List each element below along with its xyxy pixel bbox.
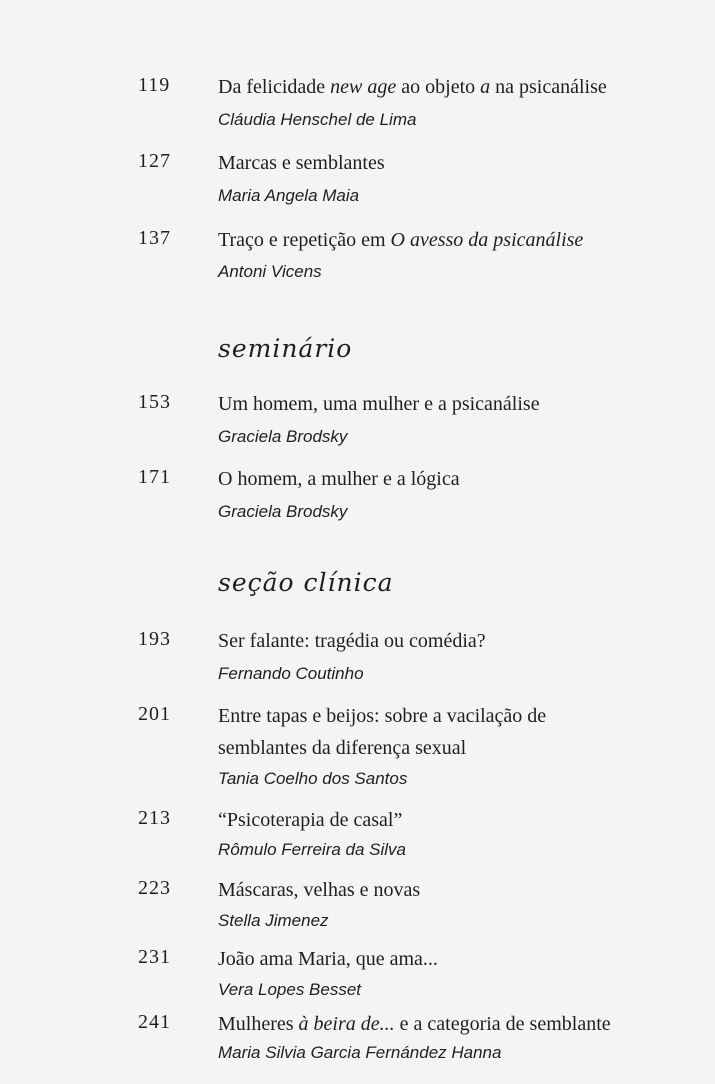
- page-number: 223: [138, 877, 171, 899]
- entry-author: Antoni Vicens: [218, 262, 322, 281]
- title-text: Traço e repetição em: [218, 229, 391, 251]
- section-heading-secao-clinica: seção clínica: [218, 568, 394, 597]
- page-number: 201: [138, 703, 171, 725]
- entry-author: Stella Jimenez: [218, 911, 329, 930]
- entry-title: [218, 1009, 698, 1040]
- entry-title: O homem, a mulher e a lógica: [218, 468, 460, 490]
- title-text: ao objeto: [396, 76, 481, 98]
- page-number: 241: [138, 1011, 171, 1033]
- page-number: 231: [138, 946, 171, 968]
- entry-title: [218, 72, 698, 103]
- entry-title: Um homem, uma mulher e a psicanálise: [218, 393, 540, 415]
- entry-title-line1: Entre tapas e beijos: sobre a vacilação de: [218, 705, 547, 727]
- entry-title: Ser falante: tragédia ou comédia?: [218, 630, 486, 652]
- title-italic: new age: [330, 76, 397, 98]
- title-text: Mulheres: [218, 1013, 299, 1035]
- entry-title-line2: semblantes da diferença sexual: [218, 737, 467, 759]
- page-number: 137: [138, 227, 171, 249]
- title-text: Da felicidade: [218, 76, 331, 98]
- entry-title: Marcas e semblantes: [218, 152, 385, 174]
- entry-author: Maria Angela Maia: [218, 186, 360, 205]
- page-number: 193: [138, 628, 171, 650]
- title-text: na psicanálise: [490, 76, 607, 98]
- entry-author: Graciela Brodsky: [218, 427, 348, 446]
- entry-author: Fernando Coutinho: [218, 664, 364, 683]
- entry-author: Cláudia Henschel de Lima: [218, 110, 417, 129]
- page-number: 127: [138, 150, 171, 172]
- page-number: 119: [138, 74, 171, 96]
- title-text: e a categoria de semblante: [394, 1013, 611, 1035]
- entry-title: [218, 225, 698, 256]
- page-number: 213: [138, 807, 171, 829]
- page-number: 171: [138, 466, 171, 488]
- entry-author: Tania Coelho dos Santos: [218, 769, 408, 788]
- entry-author: Rômulo Ferreira da Silva: [218, 840, 407, 859]
- entry-title: João ama Maria, que ama...: [218, 948, 438, 970]
- entry-author: Vera Lopes Besset: [218, 980, 362, 999]
- title-italic: O avesso da psicanálise: [390, 229, 584, 251]
- title-italic: a: [480, 76, 491, 98]
- entry-title: Máscaras, velhas e novas: [218, 879, 421, 901]
- title-italic: à beira de...: [298, 1013, 395, 1035]
- page-number: 153: [138, 391, 171, 413]
- entry-author: Maria Silvia Garcia Fernández Hanna: [218, 1043, 502, 1062]
- section-heading-seminario: seminário: [218, 334, 353, 363]
- entry-author: Graciela Brodsky: [218, 502, 348, 521]
- entry-title: “Psicoterapia de casal”: [218, 809, 403, 831]
